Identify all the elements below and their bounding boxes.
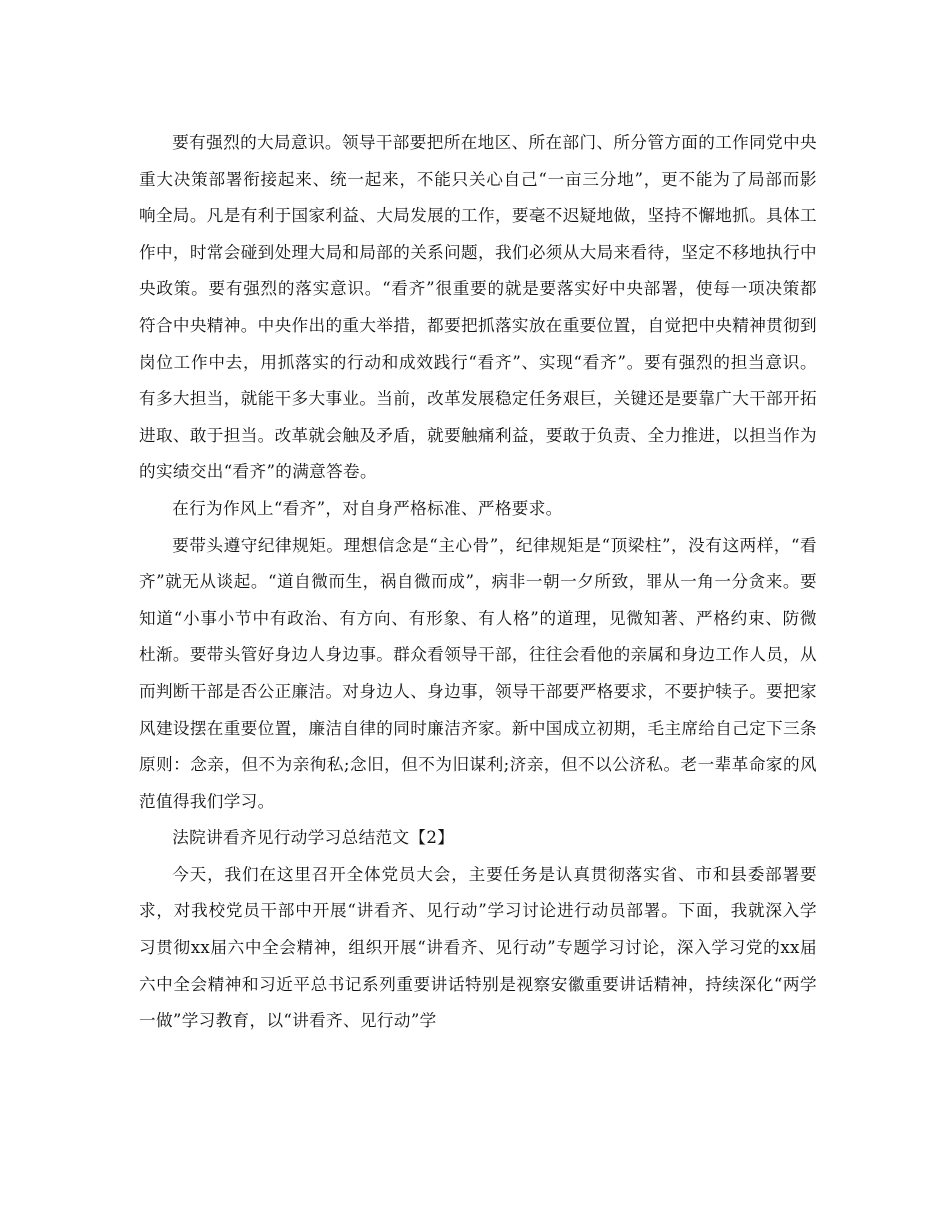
- document-body: [139, 125, 817, 1040]
- paragraph-overall-situation: 要有强烈的大局意识。领导干部要把所在地区、所在部门、所分管方面的工作同党中央重大决策部署衔接起来、统一起来，不能只关心自己“一亩三分地”，更不能为了局部而影响全局。凡是有利于国家利益、大局发展的工作，要毫不迟疑地做，坚持不懈地抓。具体工作中，时常会碰到处理大局和局部的关系问题，我们必须从大局来看待，坚定不移地执行中央政策。要有强烈的落实意识。“看齐”很重要的就是要落实好中央部署，使每一项决策都符合中央精神。中央作出的重大举措，都要把抓落实放在重要位置，自觉把中央精神贯彻到岗位工作中去，用抓落实的行动和成效践行“看齐”、实现“看齐”。要有强烈的担当意识。有多大担当，就能干多大事业。当前，改革发展稳定任务艰巨，关键还是要靠广大干部开拓进取、敢于担当。改革就会触及矛盾，就要触痛利益，要敢于负责、全力推进，以担当作为的实绩交出“看齐”的满意答卷。: [139, 133, 817, 482]
- paragraph-conduct-heading: 在行为作风上“看齐”，对自身严格标准、严格要求。: [172, 498, 563, 518]
- section-title: 法院讲看齐见行动学习总结范文【2】: [172, 828, 455, 848]
- paragraph-meeting-intro: 今天，我们在这里召开全体党员大会，主要任务是认真贯彻落实省、市和县委部署要求，对我校党员干部中开展“讲看齐、见行动”学习讨论进行动员部署。下面，我就深入学习贯彻xx届六中全会精神，组织开展“讲看齐、见行动”专题学习讨论，深入学习党的xx届六中全会精神和习近平总书记系列重要讲话特别是视察安徽重要讲话精神，持续深化“两学一做”学习教育，以“讲看齐、见行动”学: [139, 864, 817, 1031]
- paragraph-discipline: 要带头遵守纪律规矩。理想信念是“主心骨”，纪律规矩是“顶梁柱”，没有这两样，“看齐”就无从谈起。“道自微而生，祸自微而成”，病非一朝一夕所致，罪从一角一分贪来。要知道“小事小节中有政治、有方向、有形象、有人格”的道理，见微知著、严格约束、防微杜渐。要带头管好身边人身边事。群众看领导干部，往往会看他的亲属和身边工作人员，从而判断干部是否公正廉洁。对身边人、身边事，领导干部要严格要求，不要护犊子。要把家风建设摆在重要位置，廉洁自律的同时廉洁齐家。新中国成立初期，毛主席给自己定下三条原则：念亲，但不为亲徇私;念旧，但不为旧谋利;济亲，但不以公济私。老一辈革命家的风范值得我们学习。: [139, 535, 817, 811]
